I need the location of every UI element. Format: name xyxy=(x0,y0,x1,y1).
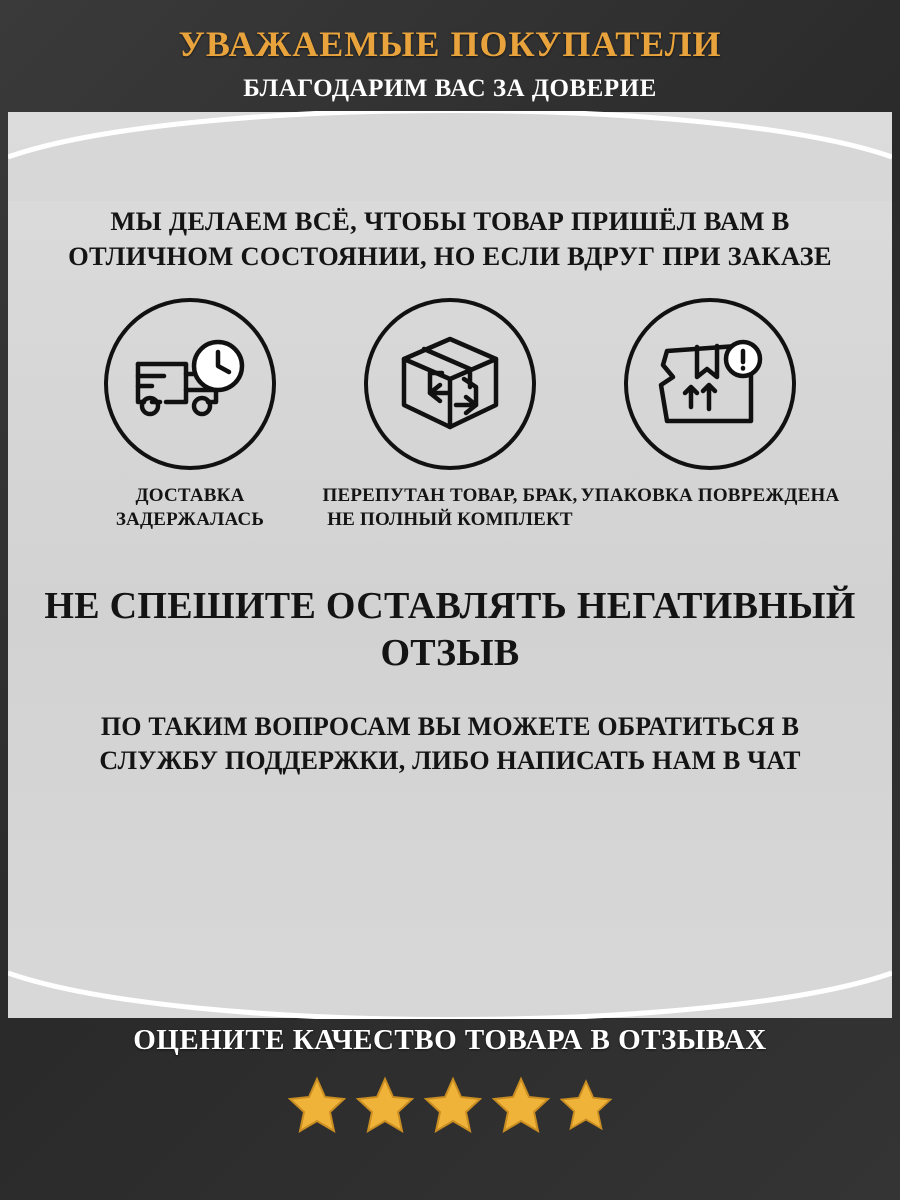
icons-row xyxy=(40,298,860,532)
footer-title: ОЦЕНИТЕ КАЧЕСТВО ТОВАРА В ОТЗЫВАХ xyxy=(133,1024,767,1056)
footer xyxy=(0,1000,900,1200)
icon-item-delivery xyxy=(60,298,320,532)
icon-item-wrong-goods xyxy=(320,298,580,532)
damaged-package-icon xyxy=(624,298,796,470)
page-title: УВАЖАЕМЫЕ ПОКУПАТЕЛИ xyxy=(178,24,722,64)
icon-caption: УПАКОВКА ПОВРЕЖДЕНА xyxy=(580,484,840,506)
intro-text: МЫ ДЕЛАЕМ ВСЁ, ЧТОБЫ ТОВАР ПРИШЁЛ ВАМ В ОТЛИЧНОМ СОСТОЯНИИ, НО ЕСЛИ ВДРУГ ПРИ ЗАКАЗЕ xyxy=(68,206,832,271)
rating-stars[interactable] xyxy=(0,1074,900,1136)
star-icon[interactable] xyxy=(490,1074,552,1136)
headline-text: НЕ СПЕШИТЕ ОСТАВЛЯТЬ НЕГАТИВНЫЙ ОТЗЫВ xyxy=(44,585,856,674)
icon-item-damaged-package xyxy=(580,298,840,508)
main-content xyxy=(0,112,900,778)
star-icon[interactable] xyxy=(286,1074,348,1136)
header-subtitle: БЛАГОДАРИМ ВАС ЗА ДОВЕРИЕ xyxy=(243,74,657,102)
star-icon[interactable] xyxy=(558,1077,614,1133)
star-icon[interactable] xyxy=(422,1074,484,1136)
box-return-arrow-icon xyxy=(364,298,536,470)
delivery-truck-clock-icon xyxy=(104,298,276,470)
support-note-text: ПО ТАКИМ ВОПРОСАМ ВЫ МОЖЕТЕ ОБРАТИТЬСЯ В СЛУЖБУ ПОДДЕРЖКИ, ЛИБО НАПИСАТЬ НАМ В ЧАТ xyxy=(99,712,801,775)
star-icon[interactable] xyxy=(354,1074,416,1136)
icon-caption: ПЕРЕПУТАН ТОВАР, БРАК, НЕ ПОЛНЫЙ КОМПЛЕКТ xyxy=(322,484,578,530)
icon-caption: ДОСТАВКА ЗАДЕРЖАЛАСЬ xyxy=(115,484,265,530)
